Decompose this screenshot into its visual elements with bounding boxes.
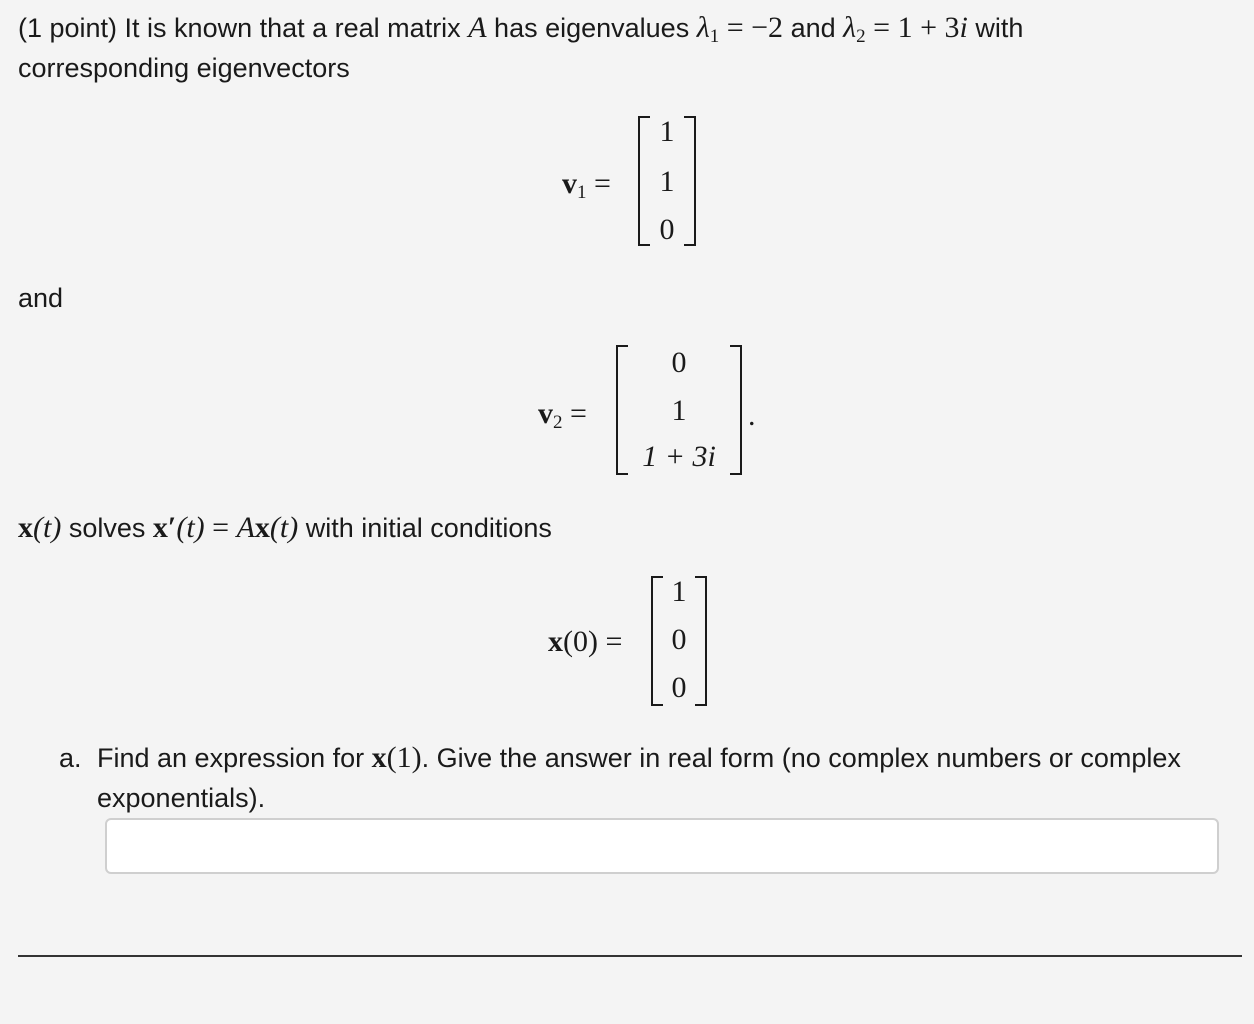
v1-entry: 1 [659, 165, 675, 198]
intro-text: (1 point) It is known that a real matrix [18, 13, 461, 43]
x0-vector [651, 576, 707, 706]
and-text: and [18, 283, 64, 313]
answer-input[interactable] [105, 818, 1219, 874]
and-word: and [790, 13, 836, 43]
intro-text-2: has eigenvalues [494, 13, 690, 43]
v1-entry: 0 [659, 213, 675, 246]
lambda1-value: = −2 [719, 11, 784, 44]
v1-label: $v_1$ = [562, 167, 611, 203]
lambda2: $\lambda_2$ [843, 11, 866, 47]
v2-entry: 1 + 3i [642, 440, 716, 473]
lambda2-value: = 1 + 3 [865, 11, 960, 44]
with-word: with [975, 13, 1024, 43]
matrix-symbol: A [468, 11, 487, 44]
x0-entry: 0 [671, 623, 687, 656]
ode-statement: x(t) solves x′(t) = Ax(t) with initial conditions [18, 511, 552, 544]
v2-entry: 0 [671, 346, 687, 379]
question-a-label: a. [59, 743, 82, 773]
v2-vector [616, 345, 742, 475]
intro-line-2: corresponding eigenvectors [18, 53, 350, 83]
v1-vector [638, 116, 696, 246]
divider [18, 955, 1242, 957]
v2-entry: 1 [671, 394, 687, 427]
x0-label: x(0) = [548, 625, 623, 658]
imaginary-unit: i [959, 11, 968, 44]
question-a-text: Find an expression for x(1). Give the answer in real form (no complex numbers or complex [97, 741, 1181, 774]
x0-entry: 0 [671, 671, 687, 704]
x0-entry: 1 [671, 575, 687, 608]
question-a-line-2: exponentials). [97, 783, 266, 813]
v2-label: $v_2$ = [538, 397, 587, 433]
v2-period: . [748, 399, 756, 432]
v1-entry: 1 [659, 115, 675, 148]
lambda1: $\lambda_1$ [696, 11, 720, 47]
